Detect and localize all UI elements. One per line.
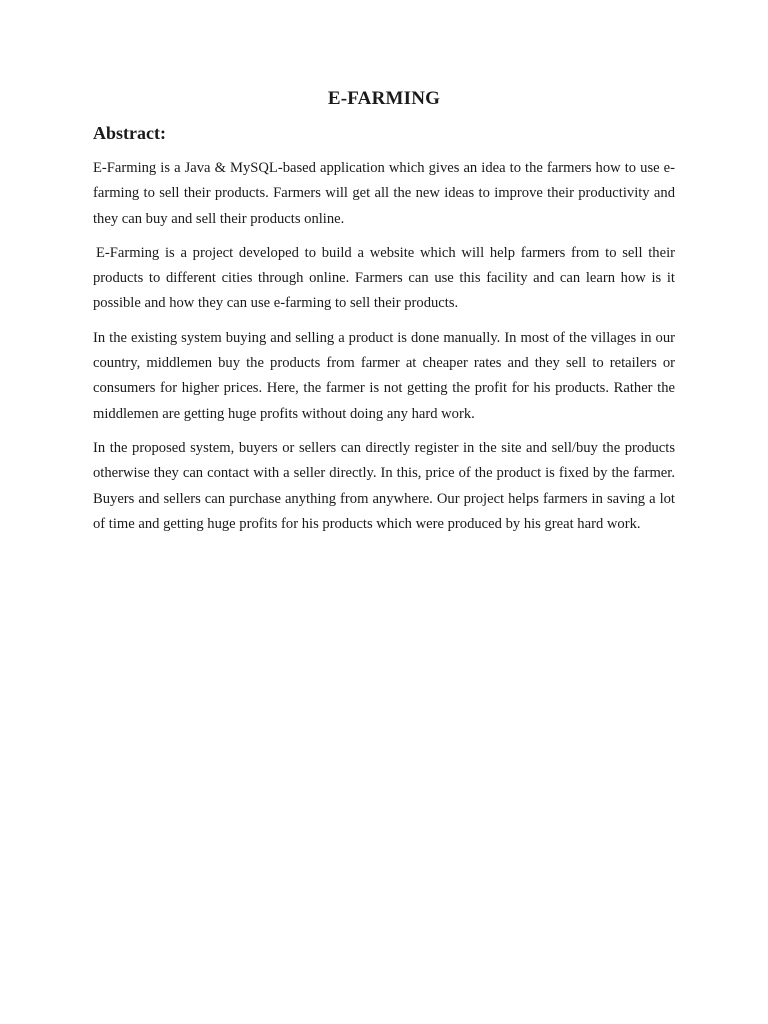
abstract-paragraph-1: E-Farming is a Java & MySQL-based application which gives an idea to the farmers how to use e-farming to sell their products. Farmers will get all the new ideas to improve their productivity and they can buy and sell their products online. [93, 160, 675, 227]
abstract-paragraph-4: In the proposed system, buyers or sellers can directly register in the site and sell/buy the products otherwise they can contact with a seller directly. In this, price of the product is fixed by the farmer. Buyers and sellers can purchase anything from anywhere. Our project helps farmers in saving a lot of time and getting huge profits for his products which were produced by his great hard work. [93, 439, 675, 532]
document-title: E-FARMING [327, 88, 441, 109]
document-body [93, 86, 675, 546]
abstract-paragraph-3: In the existing system buying and selling a product is done manually. In most of the villages in our country, middlemen buy the products from farmer at cheaper rates and they sell to retailers or consumers for higher prices. Here, the farmer is not getting the profit for his products. Rather the middlemen are getting huge profits without doing any hard work. [93, 329, 675, 422]
abstract-heading: Abstract: [93, 123, 166, 143]
abstract-paragraph-2: E-Farming is a project developed to build a website which will help farmers from to sell their products to different cities through online. Farmers can use this facility and can learn how is it possible and how they can use e-farming to sell their products. [93, 244, 675, 312]
